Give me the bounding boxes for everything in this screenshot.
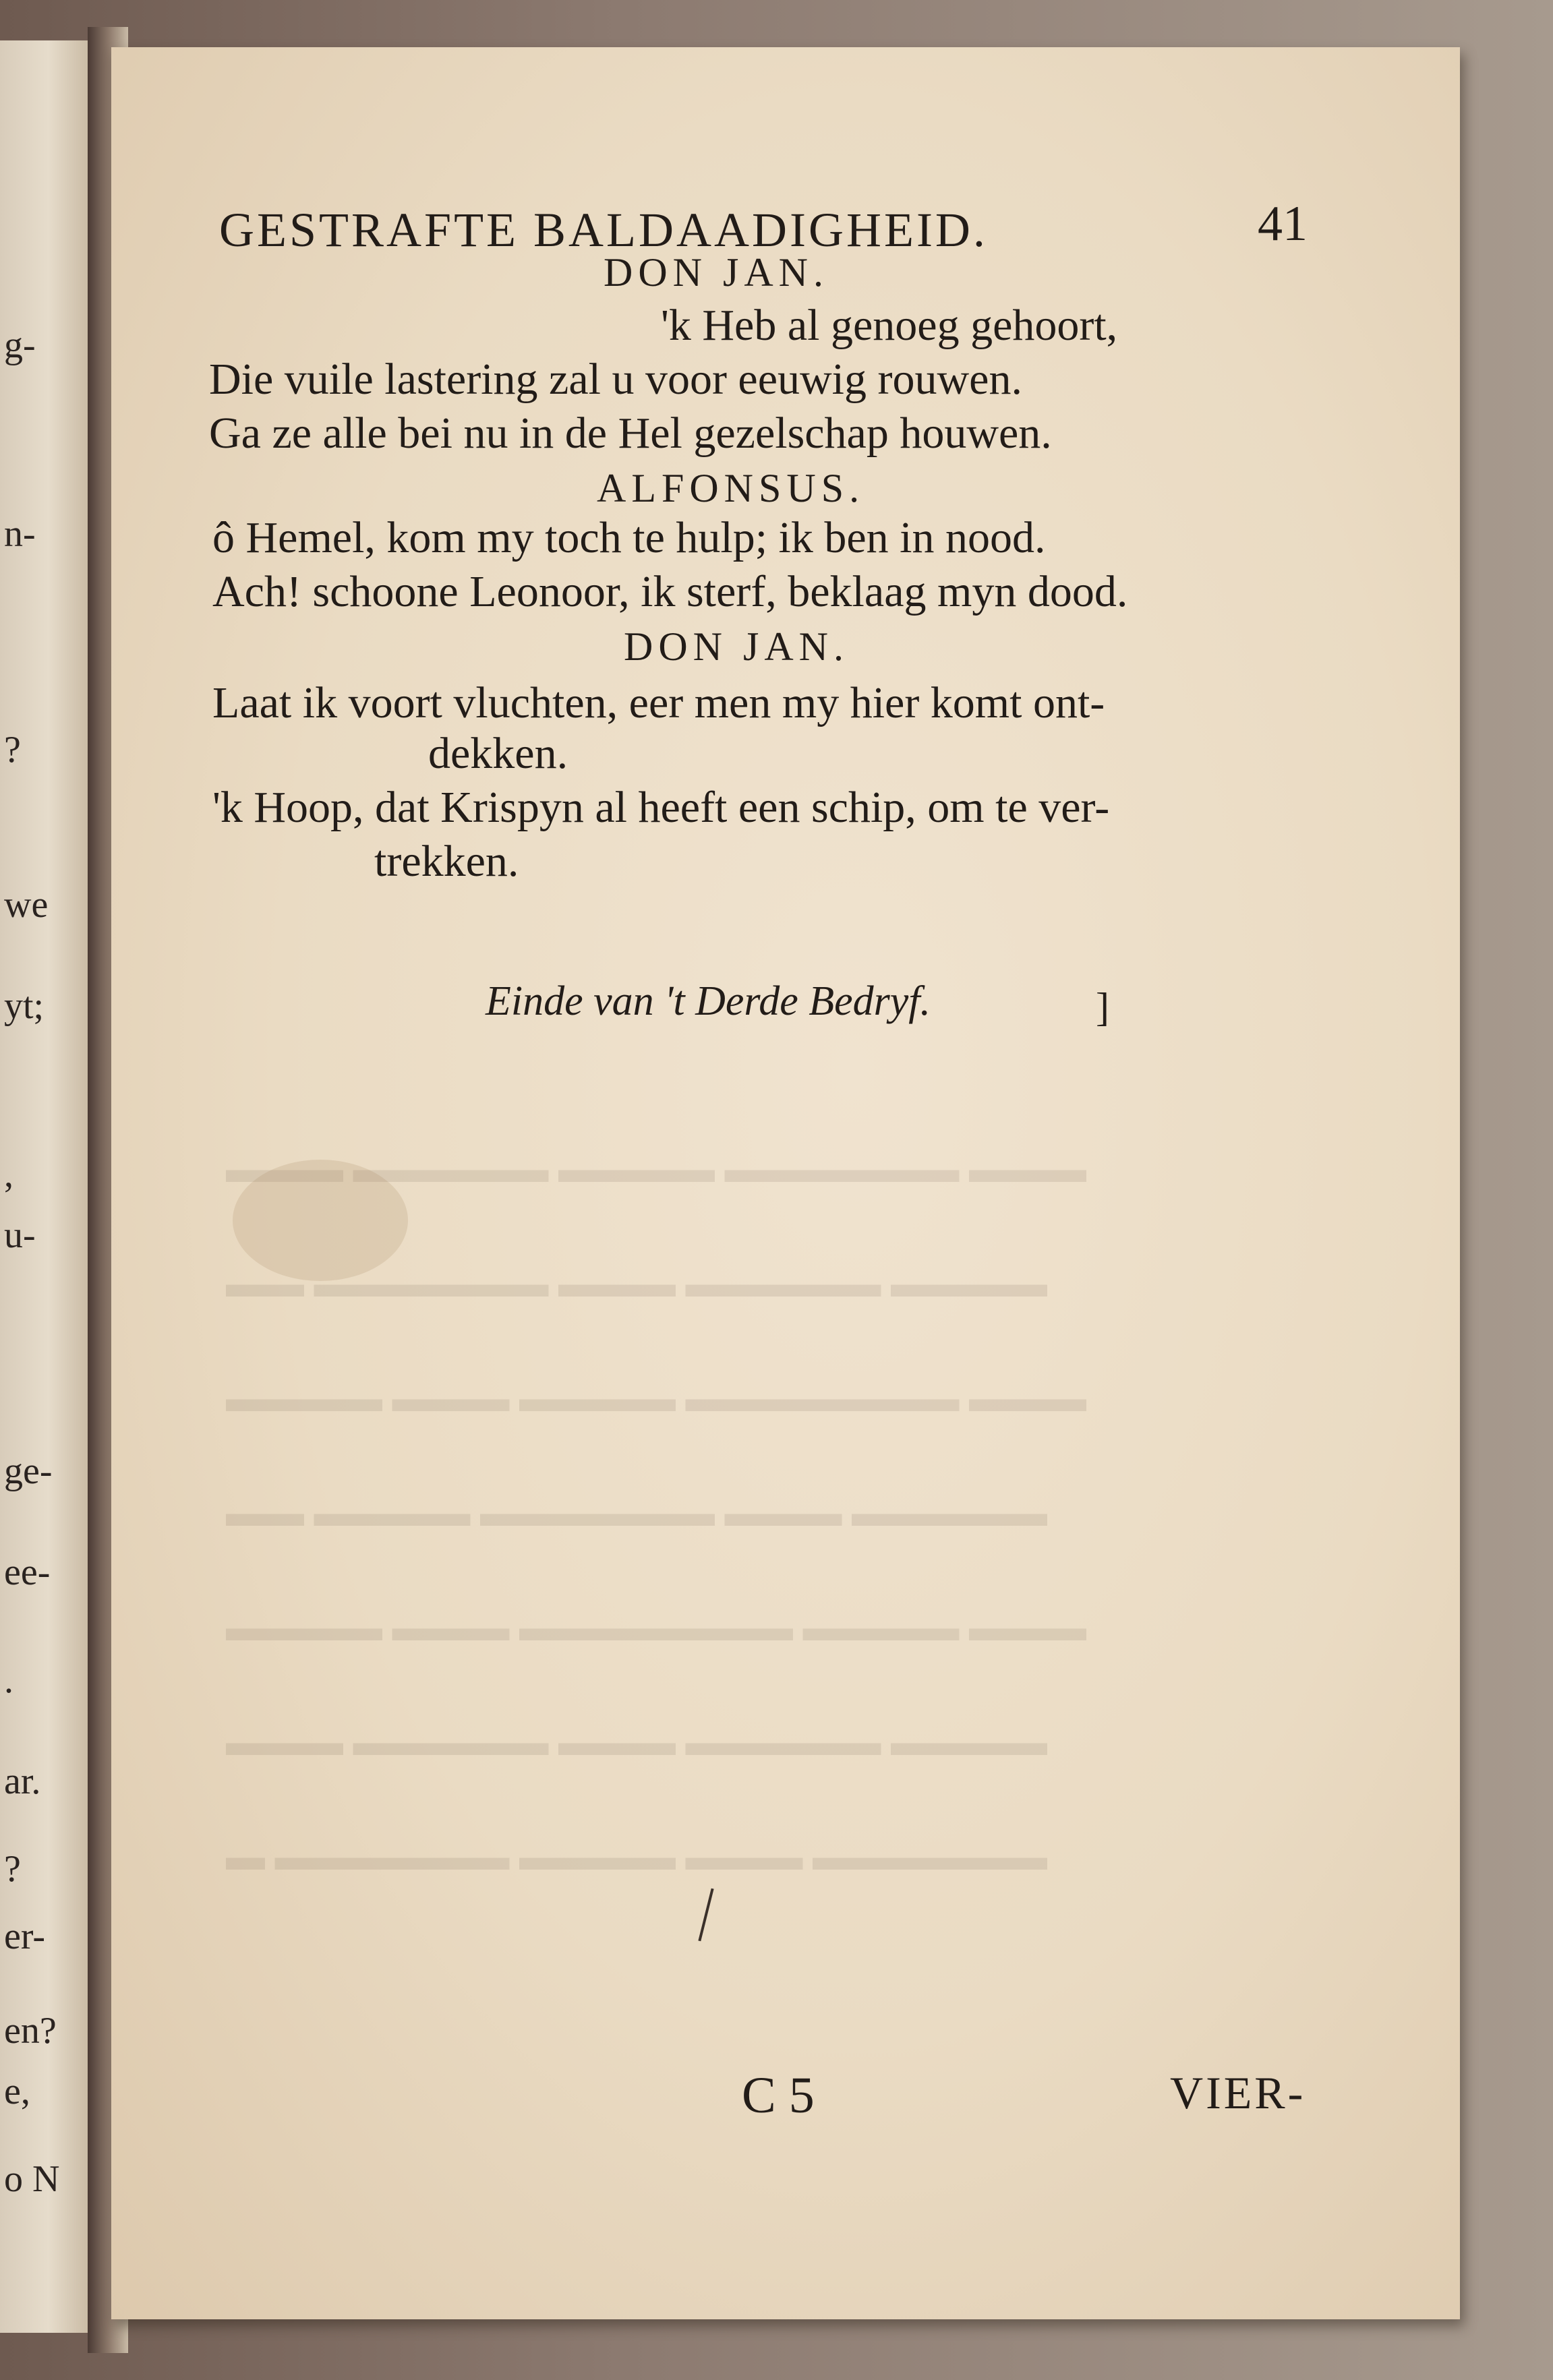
left-page-fragment: er- [4,1915,46,1957]
left-page-fragment: n- [4,513,36,555]
ink-mark [698,1888,713,1942]
verse-line: Laat ik voort vluchten, eer men my hier komt ont- [212,678,1105,727]
left-page-fragment: , [4,1154,13,1195]
paper-stain [233,1160,408,1281]
show-through-text: ▬▬▬ ▬▬▬▬▬▬▬ ▬▬▬▬ ▬▬▬ ▬▬▬▬ [226,1376,1086,1420]
left-page-fragment: ? [4,1848,21,1890]
left-page-fragment: yt; [4,985,45,1027]
bracket-mark: ] [1096,985,1109,1030]
left-page-fragment: u- [4,1214,36,1256]
verse-line: Ach! schoone Leonoor, ik sterf, beklaag myn dood. [212,567,1128,616]
verse-line: ô Hemel, kom my toch te hulp; ik ben in nood. [212,513,1046,562]
show-through-text: ▬▬▬ ▬▬▬▬▬▬ ▬▬▬▬ ▬▬▬▬▬ ▬▬▬ [226,1147,1086,1191]
show-through-text: ▬▬▬ ▬▬▬▬ ▬▬▬▬▬▬▬ ▬▬▬ ▬▬▬▬ [226,1605,1086,1649]
verse-line: Ga ze alle bei nu in de Hel gezelschap houwen. [209,409,1052,458]
verse-line: 'k Heb al genoeg gehoort, [661,301,1118,350]
verse-line: trekken. [374,837,519,886]
left-page-edge [0,40,92,2333]
left-page-fragment: ? [4,729,21,771]
verse-line: Die vuile lastering zal u voor eeuwig rouwen. [209,355,1022,404]
left-page-fragment: ar. [4,1760,41,1802]
speaker-label: DON JAN. [624,624,849,669]
left-page-fragment: g- [4,324,36,366]
left-page-fragment: we [4,884,49,926]
show-through-text: ▬▬▬▬ ▬▬▬▬▬ ▬▬▬ ▬▬▬▬▬▬ ▬▬ [226,1261,1047,1305]
left-page-fragment: en? [4,2010,57,2052]
verse-line: dekken. [428,729,568,778]
signature-mark: C 5 [742,2067,815,2124]
show-through-text: ▬▬▬▬ ▬▬▬▬▬ ▬▬▬ ▬▬▬▬▬ ▬▬▬ [226,1720,1047,1764]
end-of-act: Einde van 't Derde Bedryf. [486,978,931,1024]
running-head: GESTRAFTE BALDAADIGHEID. [219,203,988,257]
speaker-label: ALFONSUS. [597,466,865,510]
right-page [111,47,1460,2319]
catchword: VIER- [1170,2067,1306,2118]
show-through-text: ▬▬▬▬▬▬ ▬▬▬ ▬▬▬▬ ▬▬▬▬▬▬ ▬ [226,1835,1047,1878]
left-page-fragment: o N [4,2158,60,2200]
left-page-fragment: ge- [4,1450,53,1492]
show-through-text: ▬▬▬▬▬ ▬▬▬ ▬▬▬▬▬▬ ▬▬▬▬ ▬▬ [226,1491,1047,1535]
speaker-label: DON JAN. [604,250,829,295]
page-number: 41 [1258,196,1308,251]
left-page-fragment: e, [4,2071,30,2112]
left-page-fragment: . [4,1659,13,1701]
verse-line: 'k Hoop, dat Krispyn al heeft een schip, om te ver- [212,783,1110,832]
left-page-fragment: ee- [4,1551,51,1593]
